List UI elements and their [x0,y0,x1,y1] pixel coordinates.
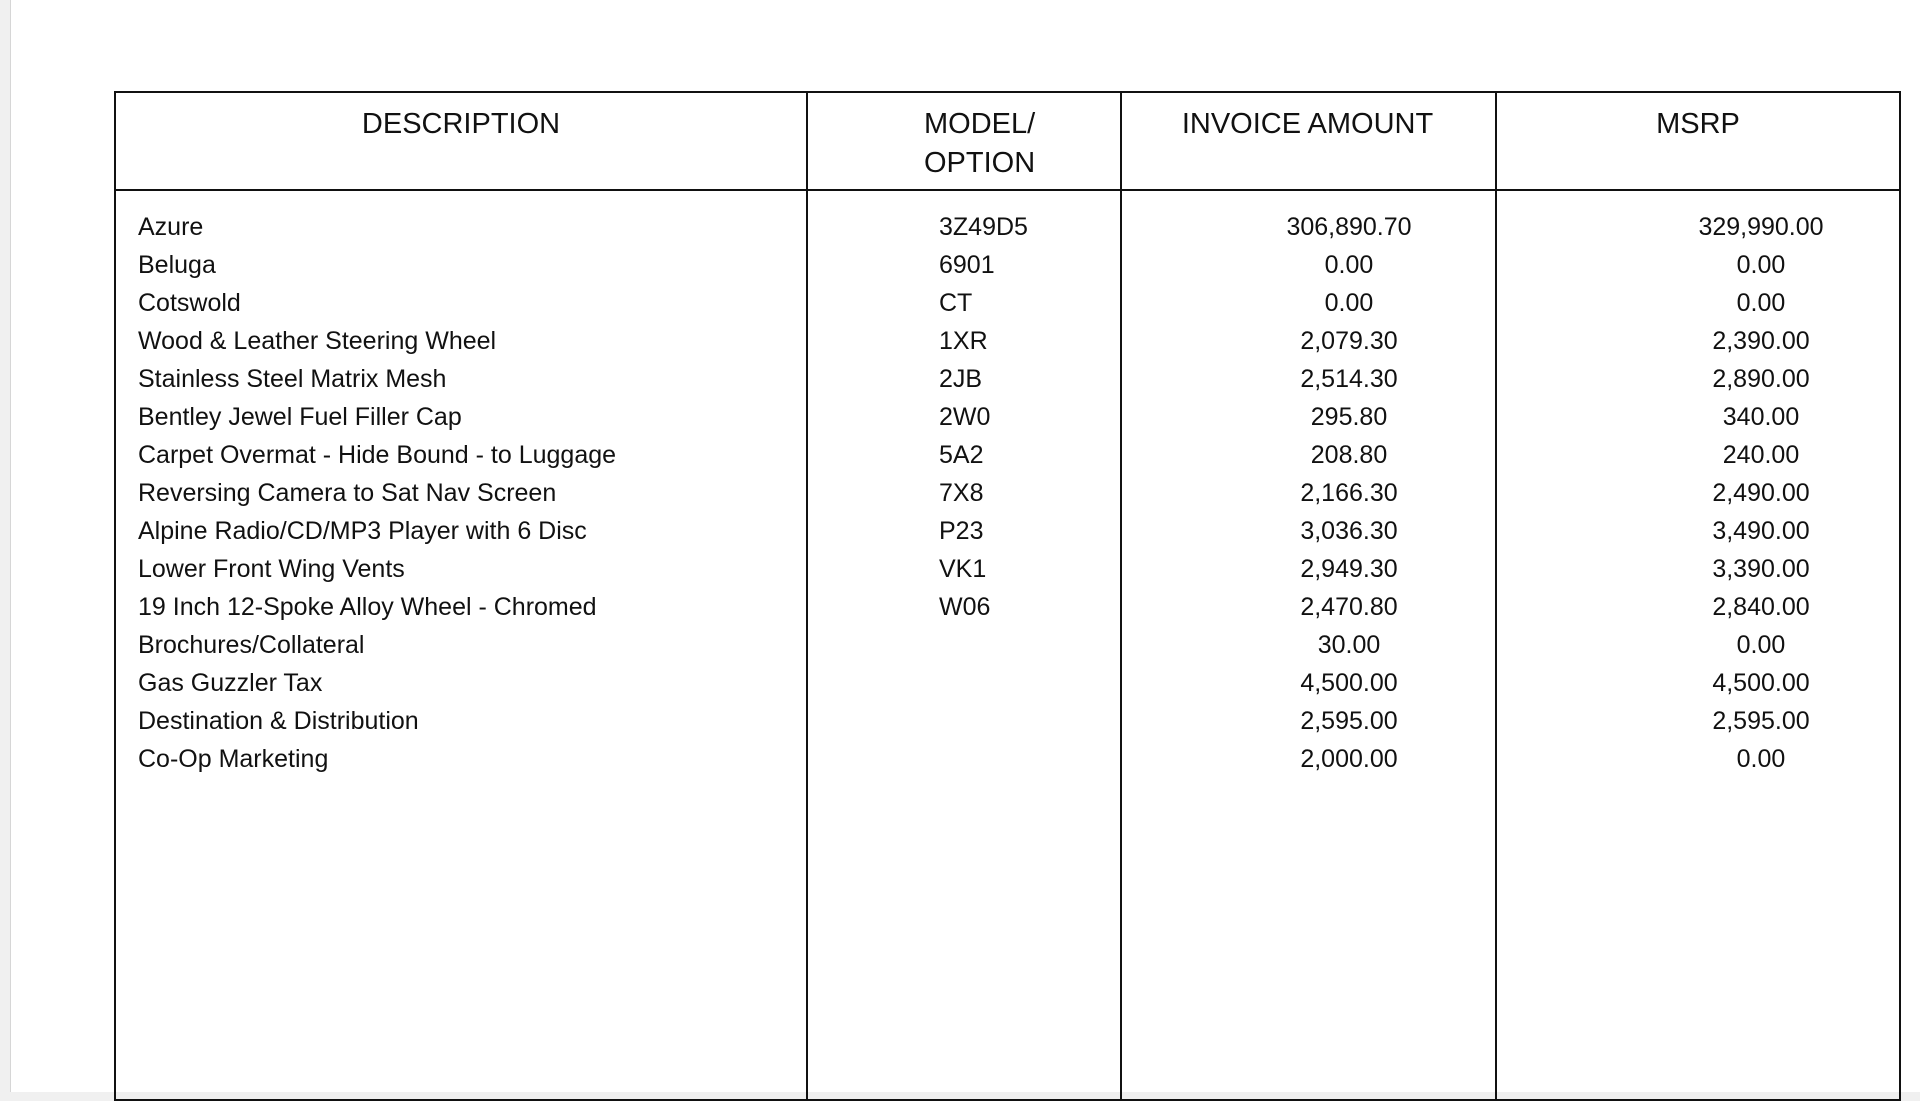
row-invoice-amount: 2,079.30 [1300,327,1398,355]
header-description: DESCRIPTION [361,108,561,140]
row-description: Beluga [138,251,216,279]
table-row [116,287,1899,325]
row-model-option: 2W0 [939,403,991,431]
table-row [116,211,1899,249]
row-msrp: 340.00 [1722,403,1800,431]
row-msrp: 3,490.00 [1712,517,1810,545]
row-invoice-amount: 295.80 [1310,403,1388,431]
row-msrp: 2,390.00 [1712,327,1810,355]
row-description: Destination & Distribution [138,707,419,735]
document-page [10,0,1920,1092]
row-model-option: W06 [939,593,991,621]
row-invoice-amount: 3,036.30 [1300,517,1398,545]
row-invoice-amount: 30.00 [1317,631,1381,659]
row-model-option: 5A2 [939,441,984,469]
row-description: Reversing Camera to Sat Nav Screen [138,479,557,507]
row-model-option: 6901 [939,251,995,279]
row-model-option: 2JB [939,365,983,393]
table-row [116,705,1899,743]
row-model-option: 3Z49D5 [939,213,1028,241]
row-description: 19 Inch 12-Spoke Alloy Wheel - Chromed [138,593,597,621]
table-row [116,325,1899,363]
table-row [116,743,1899,781]
row-msrp: 240.00 [1722,441,1800,469]
table-row [116,515,1899,553]
row-model-option: P23 [939,517,984,545]
row-model-option: VK1 [939,555,987,583]
row-model-option: 7X8 [939,479,984,507]
header-model-line2: OPTION [924,147,1036,179]
row-msrp: 2,595.00 [1712,707,1810,735]
table-row [116,553,1899,591]
header-msrp: MSRP [1656,108,1740,140]
table-row [116,629,1899,667]
row-description: Carpet Overmat - Hide Bound - to Luggage [138,441,617,469]
row-invoice-amount: 2,595.00 [1300,707,1398,735]
row-msrp: 0.00 [1736,745,1786,773]
row-msrp: 0.00 [1736,251,1786,279]
row-model-option: 1XR [939,327,988,355]
row-msrp: 2,490.00 [1712,479,1810,507]
header-invoice-amount: INVOICE AMOUNT [1181,108,1434,140]
row-description: Brochures/Collateral [138,631,365,659]
row-invoice-amount: 0.00 [1324,289,1374,317]
row-msrp: 4,500.00 [1712,669,1810,697]
table-row [116,363,1899,401]
invoice-table [114,91,1901,1101]
row-description: Cotswold [138,289,241,317]
table-row [116,667,1899,705]
row-invoice-amount: 2,470.80 [1300,593,1398,621]
row-description: Azure [138,213,204,241]
table-row [116,401,1899,439]
table-row [116,249,1899,287]
row-msrp: 0.00 [1736,289,1786,317]
row-msrp: 2,840.00 [1712,593,1810,621]
row-description: Bentley Jewel Fuel Filler Cap [138,403,462,431]
header-model-option [924,105,1035,183]
row-description: Lower Front Wing Vents [138,555,405,583]
row-model-option: CT [939,289,973,317]
row-msrp: 2,890.00 [1712,365,1810,393]
table-row [116,477,1899,515]
table-body [116,211,1899,781]
row-description: Wood & Leather Steering Wheel [138,327,497,355]
table-row [116,591,1899,629]
row-invoice-amount: 0.00 [1324,251,1374,279]
row-description: Alpine Radio/CD/MP3 Player with 6 Disc [138,517,587,545]
row-msrp: 329,990.00 [1698,213,1824,241]
header-divider [116,189,1899,191]
row-invoice-amount: 2,949.30 [1300,555,1398,583]
row-msrp: 0.00 [1736,631,1786,659]
row-description: Gas Guzzler Tax [138,669,323,697]
row-invoice-amount: 208.80 [1310,441,1388,469]
header-model-line1: MODEL/ [924,108,1036,140]
row-description: Stainless Steel Matrix Mesh [138,365,447,393]
row-description: Co-Op Marketing [138,745,329,773]
row-invoice-amount: 2,514.30 [1300,365,1398,393]
row-invoice-amount: 2,000.00 [1300,745,1398,773]
row-invoice-amount: 4,500.00 [1300,669,1398,697]
table-row [116,439,1899,477]
row-invoice-amount: 306,890.70 [1286,213,1412,241]
row-invoice-amount: 2,166.30 [1300,479,1398,507]
row-msrp: 3,390.00 [1712,555,1810,583]
